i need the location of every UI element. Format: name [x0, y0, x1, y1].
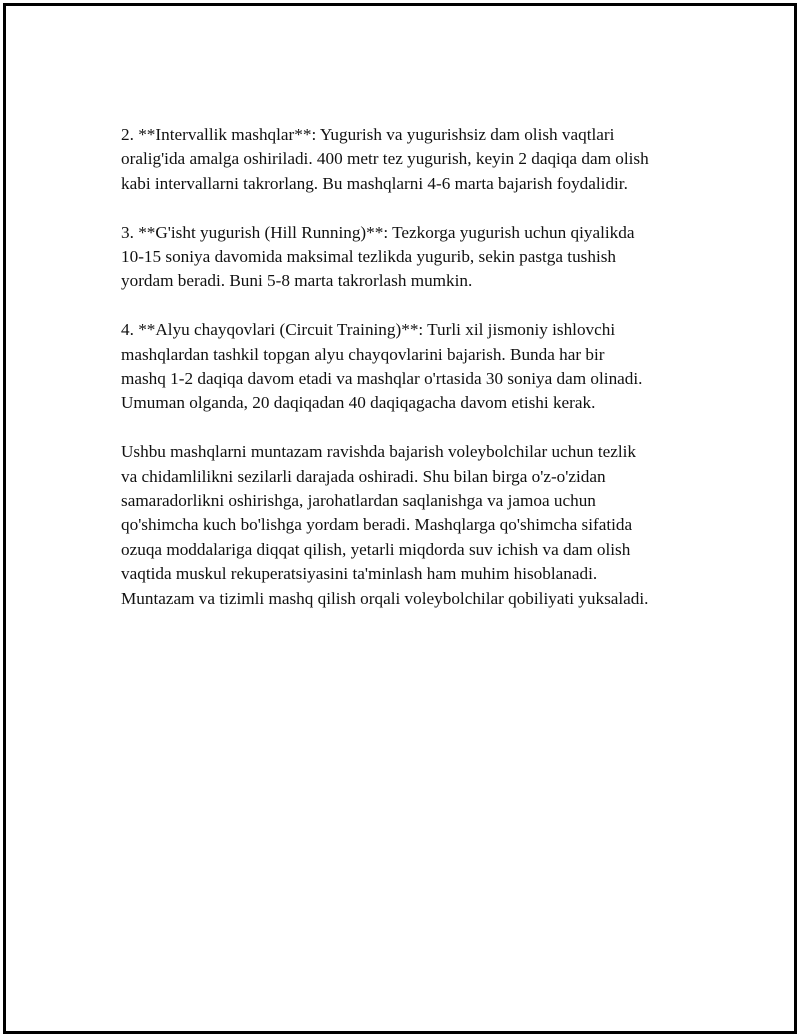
paragraph-circuit-training: 4. **Alyu chayqovlari (Circuit Training)**: Turli xil jismoniy ishlovchi mashqlardan tashkil topgan alyu chayqovlarini bajarish. Bunda har bir mashq 1-2 daqiqa davom etadi va mashqlar o'rtasida 30 soniya dam olinadi. Umuman olganda, 20 daqiqadan 40 daqiqagacha davom etishi kerak.: [121, 320, 643, 413]
page-frame: [3, 3, 797, 1034]
paragraph-hill-running: 3. **G'isht yugurish (Hill Running)**: Tezkorga yugurish uchun qiyalikda 10-15 soniya davomida maksimal tezlikda yugurib, sekin pastga tushish yordam beradi. Buni 5-8 marta takrorlash mumkin.: [121, 222, 635, 291]
document-body: [121, 123, 701, 635]
paragraph-conclusion: Ushbu mashqlarni muntazam ravishda bajarish voleybolchilar uchun tezlik va chidamlilikni sezilarli darajada oshiradi. Shu bilan birga o'z-o'zidan samaradorlikni oshirishga, jarohatlardan saqlanishga va jamoa uchun qo'shimcha kuch bo'lishga yordam beradi. Mashqlarga qo'shimcha sifatida ozuqa moddalariga diqqat qilish, yetarli miqdorda suv ichish va dam olish vaqtida muskul rekuperatsiyasini ta'minlash ham muhim hisoblanadi. Muntazam va tizimli mashq qilish orqali voleybolchilar qobiliyati yuksaladi.: [121, 442, 649, 608]
paragraph-interval-training: 2. **Intervallik mashqlar**: Yugurish va yugurishsiz dam olish vaqtlari oralig'ida amalga oshiriladi. 400 metr tez yugurish, keyin 2 daqiqa dam olish kabi intervallarni takrorlang. Bu mashqlarni 4-6 marta bajarish foydalidir.: [121, 125, 649, 193]
